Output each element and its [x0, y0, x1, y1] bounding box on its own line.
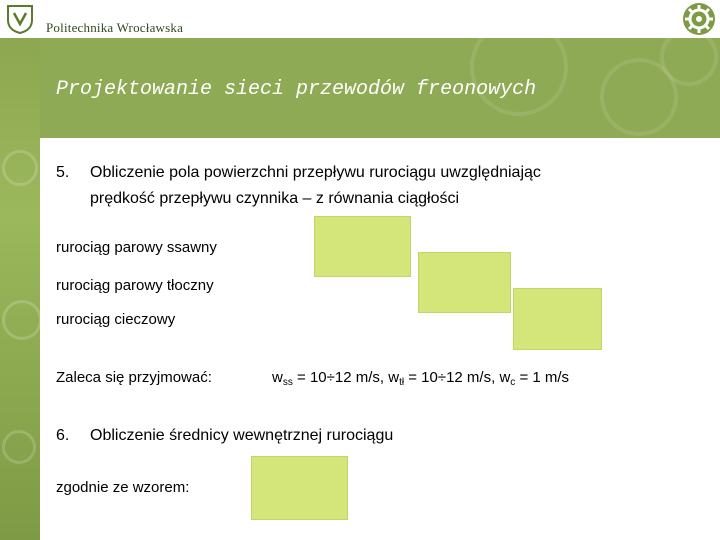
- formula-box-diameter: [251, 456, 348, 520]
- velocity-suction-subscript: ss: [282, 377, 293, 388]
- university-name: Politechnika Wrocławska: [46, 20, 184, 35]
- gear-decoration: [2, 430, 36, 464]
- pipe-label-suction: rurociąg parowy ssawny: [56, 239, 217, 256]
- pipe-label-liquid: rurociąg cieczowy: [56, 311, 176, 328]
- header-bar: [0, 0, 720, 38]
- gear-decoration: [2, 300, 42, 340]
- velocity-liquid-subscript: c: [510, 377, 516, 388]
- formula-box-suction: [314, 216, 411, 277]
- point-6-text: Obliczenie średnicy wewnętrznej rurociągu: [90, 427, 394, 444]
- point-6-number: 6.: [56, 427, 70, 444]
- formula-box-liquid: [513, 288, 602, 350]
- velocity-discharge-value: = 10÷12 m/s,: [404, 369, 500, 386]
- velocity-discharge-subscript: tł: [399, 377, 405, 388]
- gear-decoration: [2, 150, 38, 186]
- formula-box-discharge: [418, 252, 511, 313]
- pipe-label-discharge: rurociąg parowy tłoczny: [56, 277, 214, 294]
- velocity-liquid-value: = 1 m/s: [515, 369, 570, 386]
- decorative-side-strip: [0, 0, 40, 540]
- point-5-line-1: Obliczenie pola powierzchni przepływu rurociągu uwzględniając: [90, 164, 541, 181]
- banner-decoration: [470, 38, 568, 116]
- velocity-suction-value: = 10÷12 m/s,: [292, 369, 389, 386]
- formula-label: zgodnie ze wzorem:: [56, 479, 190, 496]
- university-logo-icon: [6, 4, 34, 34]
- point-5-line-2: prędkość przepływu czynnika – z równania ciągłości: [90, 190, 460, 207]
- gear-logo-icon: [682, 2, 716, 36]
- velocity-discharge-symbol: w: [388, 369, 400, 386]
- velocity-liquid-symbol: w: [499, 369, 511, 386]
- velocity-suction-symbol: w: [272, 369, 283, 386]
- recommend-label: Zaleca się przyjmować:: [56, 369, 212, 386]
- slide-title: Projektowanie sieci przewodów freonowych: [56, 78, 537, 101]
- velocity-values: [272, 369, 569, 388]
- point-5-number: 5.: [56, 164, 70, 181]
